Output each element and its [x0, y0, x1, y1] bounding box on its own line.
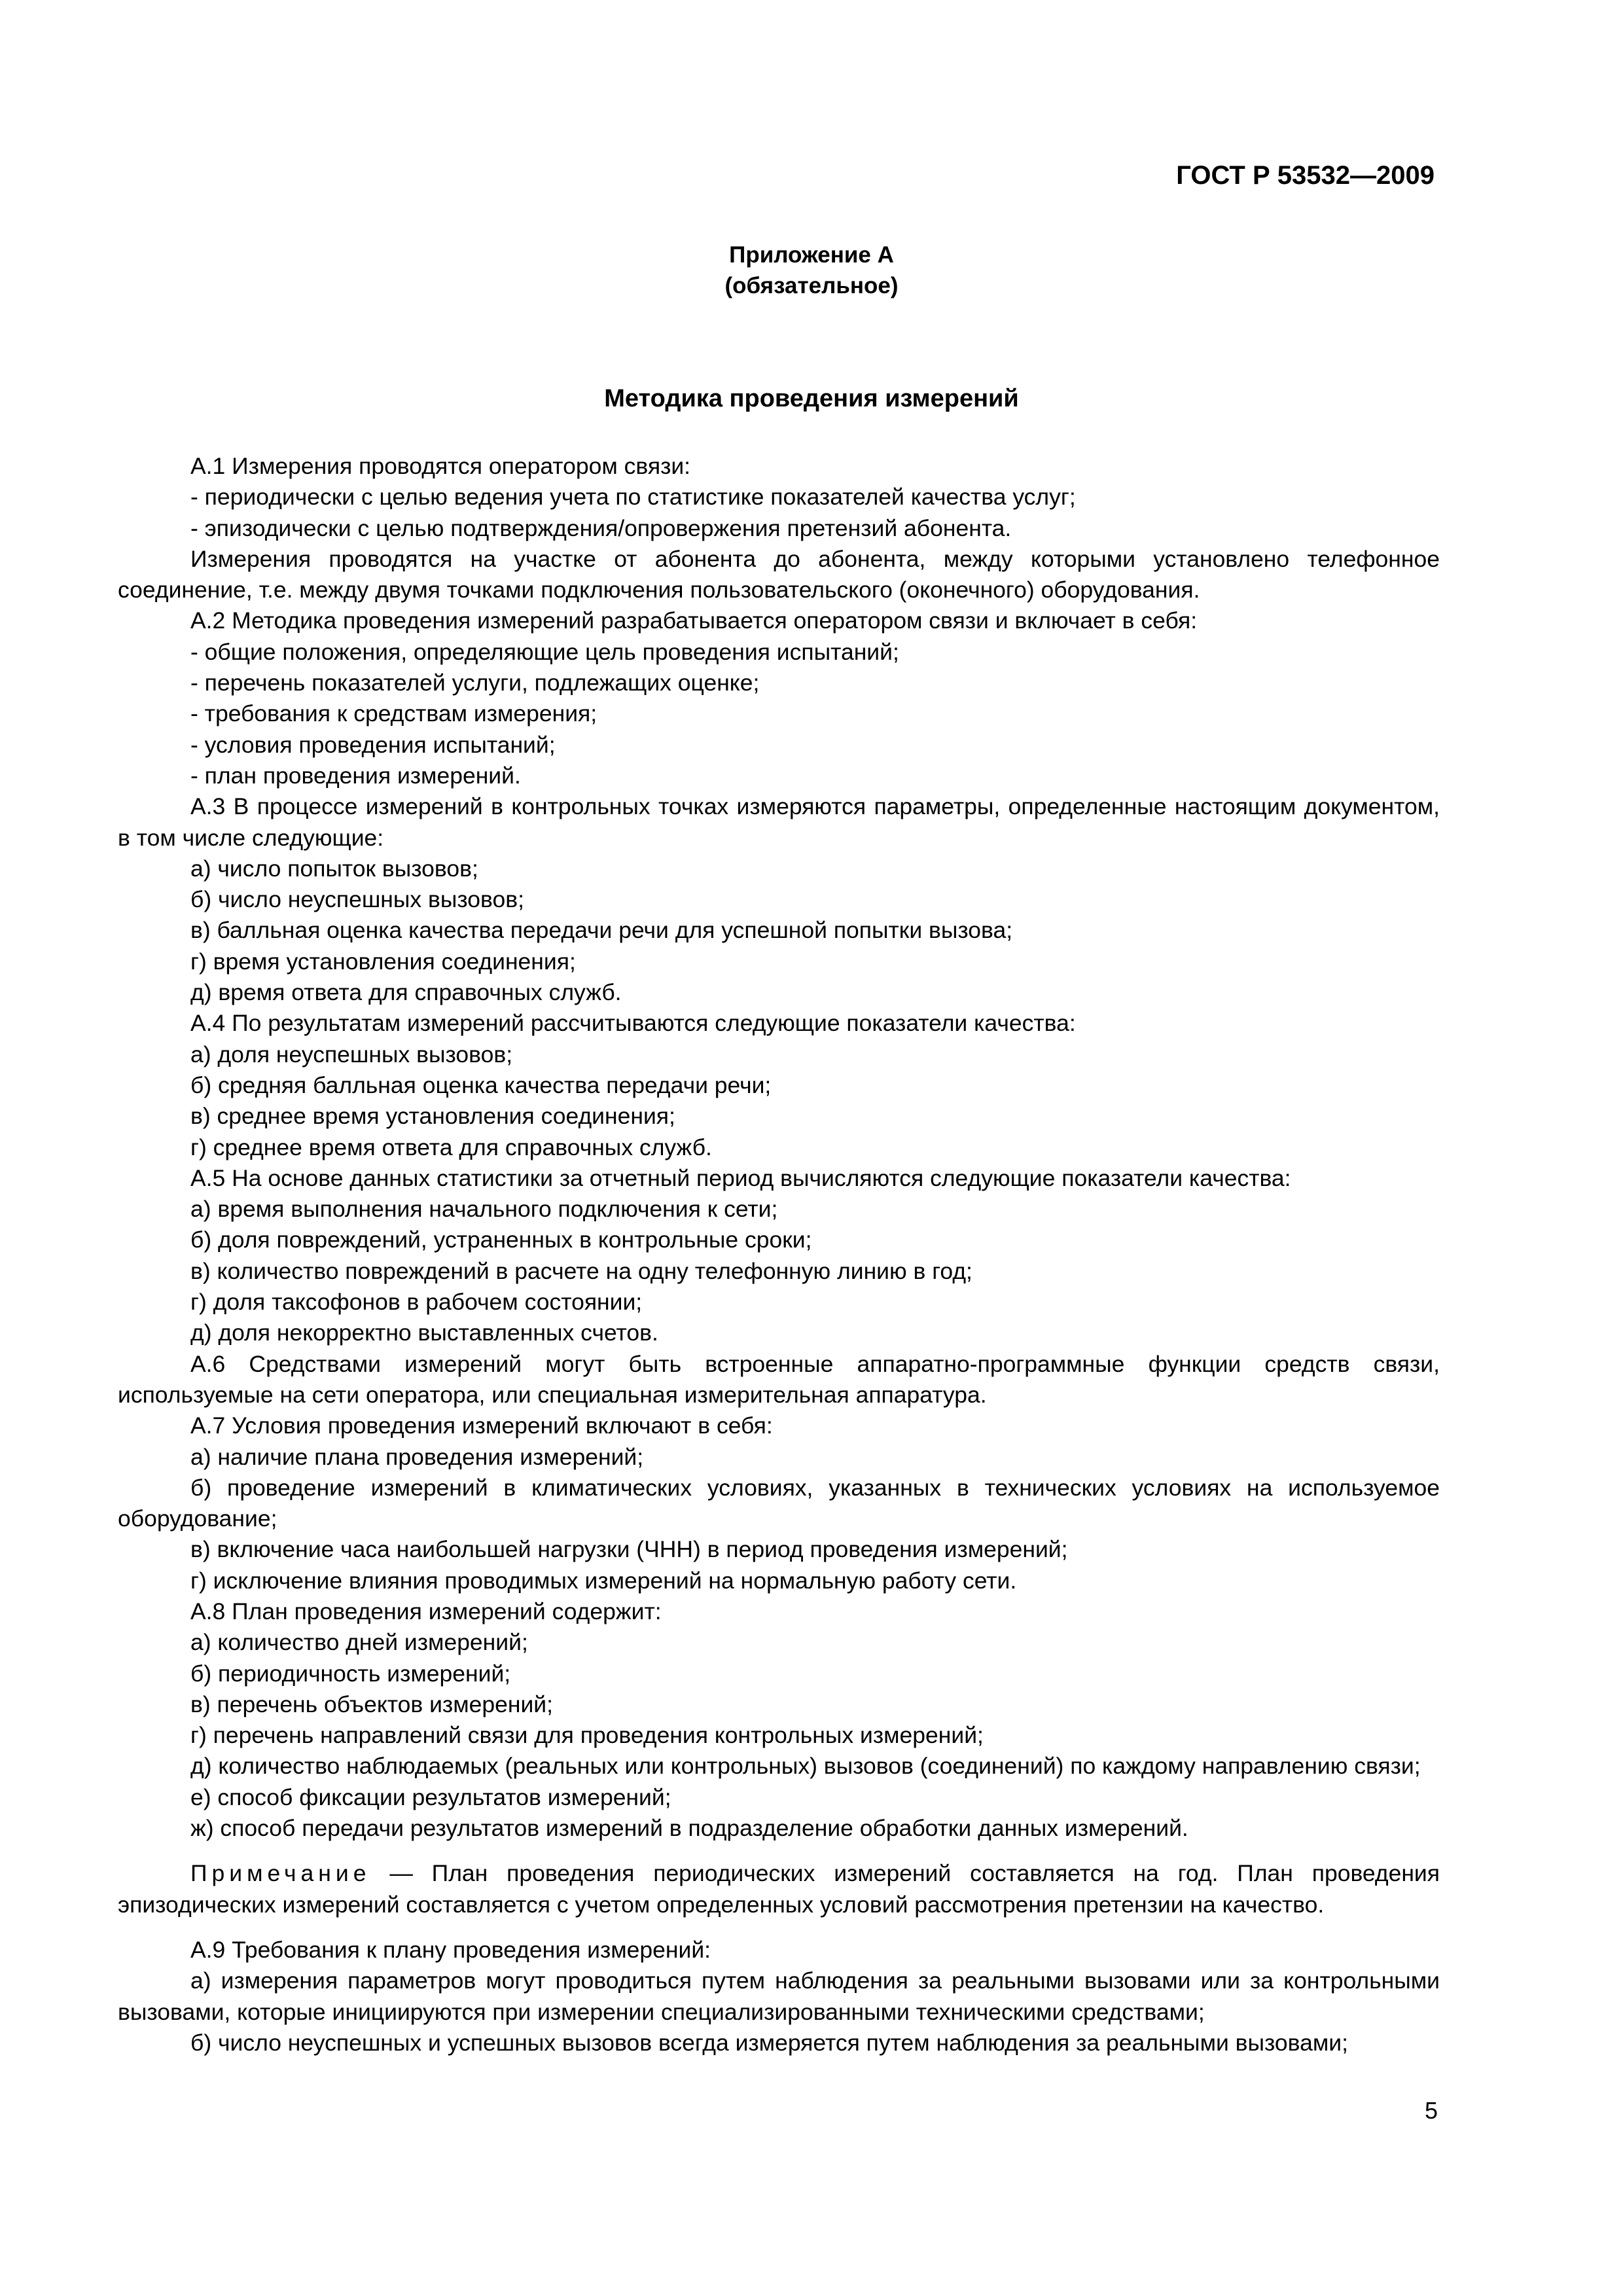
note-text: — План проведения периодических измерений составляется на год. План проведения эпизодических измерений составляется с учетом определенных условий рассмотрения претензии на качество.: [118, 1860, 1440, 1918]
list-item: в) количество повреждений в расчете на одну телефонную линию в год;: [190, 1257, 972, 1284]
list-item: - эпизодически с целью подтверждения/опровержения претензий абонента.: [190, 514, 1012, 541]
list-item: в) балльная оценка качества передачи речи для успешной попытки вызова;: [190, 917, 1013, 944]
list-item: г) исключение влияния проводимых измерений на нормальную работу сети.: [190, 1567, 1017, 1594]
list-item: г) среднее время ответа для справочных служб.: [190, 1134, 712, 1160]
paragraph: А.7 Условия проведения измерений включают в себя:: [190, 1412, 773, 1439]
appendix-heading: [0, 240, 1623, 301]
list-item: г) доля таксофонов в рабочем состоянии;: [190, 1289, 643, 1316]
paragraph: А.9 Требования к плану проведения измерений:: [190, 1936, 711, 1963]
standard-code-header: ГОСТ Р 53532—2009: [1176, 161, 1435, 190]
list-item: - условия проведения испытаний;: [190, 731, 556, 758]
list-item: г) время установления соединения;: [190, 948, 576, 975]
list-item: е) способ фиксации результатов измерений;: [190, 1784, 671, 1810]
paragraph: А.1 Измерения проводятся оператором связи:: [190, 453, 691, 479]
paragraph: А.3 В процессе измерений в контрольных точках измеряются параметры, определенные настоящим документом, в том числе следующие:: [118, 793, 1440, 851]
page-number: 5: [1424, 2097, 1438, 2124]
list-item: д) время ответа для справочных служб.: [190, 979, 622, 1006]
list-item: б) число неуспешных и успешных вызовов всегда измеряется путем наблюдения за реальными вызовами;: [190, 2029, 1348, 2056]
list-item: д) доля некорректно выставленных счетов.: [190, 1319, 658, 1346]
list-item: б) проведение измерений в климатических условиях, указанных в технических условиях на используемое оборудование;: [118, 1474, 1440, 1532]
note-label: Примечание: [190, 1860, 371, 1887]
list-item: б) доля повреждений, устраненных в контрольные сроки;: [190, 1227, 812, 1253]
list-item: а) количество дней измерений;: [190, 1629, 528, 1656]
paragraph: А.6 Средствами измерений могут быть встроенные аппаратно-программные функции средств связи, используемые на сети оператора, или специальная измерительная аппаратура.: [118, 1350, 1440, 1408]
list-item: а) время выполнения начального подключения к сети;: [190, 1196, 778, 1223]
list-item: а) число попыток вызовов;: [190, 855, 478, 882]
list-item: в) включение часа наибольшей нагрузки (ЧНН) в период проведения измерений;: [190, 1536, 1068, 1563]
note: [118, 1858, 1440, 1920]
list-item: а) наличие плана проведения измерений;: [190, 1443, 644, 1470]
list-item: - план проведения измерений.: [190, 762, 521, 789]
list-item: - общие положения, определяющие цель проведения испытаний;: [190, 638, 899, 665]
section-title: Методика проведения измерений: [604, 385, 1019, 412]
list-item: - периодически с целью ведения учета по статистике показателей качества услуг;: [190, 484, 1076, 511]
list-item: а) доля неуспешных вызовов;: [190, 1041, 513, 1067]
paragraph: А.8 План проведения измерений содержит:: [190, 1598, 662, 1624]
list-item: в) среднее время установления соединения;: [190, 1103, 675, 1130]
paragraph: А.5 На основе данных статистики за отчетный период вычисляются следующие показатели качества:: [190, 1164, 1291, 1191]
list-item: д) количество наблюдаемых (реальных или контрольных) вызовов (соединений) по каждому направлению связи;: [190, 1753, 1421, 1780]
list-item: б) число неуспешных вызовов;: [190, 886, 524, 913]
paragraph: А.4 По результатам измерений рассчитываются следующие показатели качества:: [190, 1010, 1076, 1037]
appendix-status: (обязательное): [724, 273, 899, 298]
body-text: [118, 451, 1440, 2058]
list-item: ж) способ передачи результатов измерений в подразделение обработки данных измерений.: [190, 1815, 1188, 1842]
appendix-title: Приложение А: [729, 242, 894, 268]
list-item: - перечень показателей услуги, подлежащих оценке;: [190, 670, 760, 696]
list-item: а) измерения параметров могут проводиться путем наблюдения за реальными вызовами или за контрольными вызовами, которые инициируются при измерении специализированными техническими средствами;: [118, 1967, 1440, 2025]
paragraph: Измерения проводятся на участке от абонента до абонента, между которыми установлено телефонное соединение, т.е. между двумя точками подключения пользовательского (оконечного) оборудования.: [118, 545, 1440, 603]
paragraph: А.2 Методика проведения измерений разрабатывается оператором связи и включает в себя:: [190, 607, 1198, 634]
list-item: б) периодичность измерений;: [190, 1660, 511, 1687]
list-item: в) перечень объектов измерений;: [190, 1691, 553, 1717]
list-item: - требования к средствам измерения;: [190, 700, 597, 727]
list-item: г) перечень направлений связи для проведения контрольных измерений;: [190, 1722, 984, 1749]
list-item: б) средняя балльная оценка качества передачи речи;: [190, 1071, 772, 1098]
